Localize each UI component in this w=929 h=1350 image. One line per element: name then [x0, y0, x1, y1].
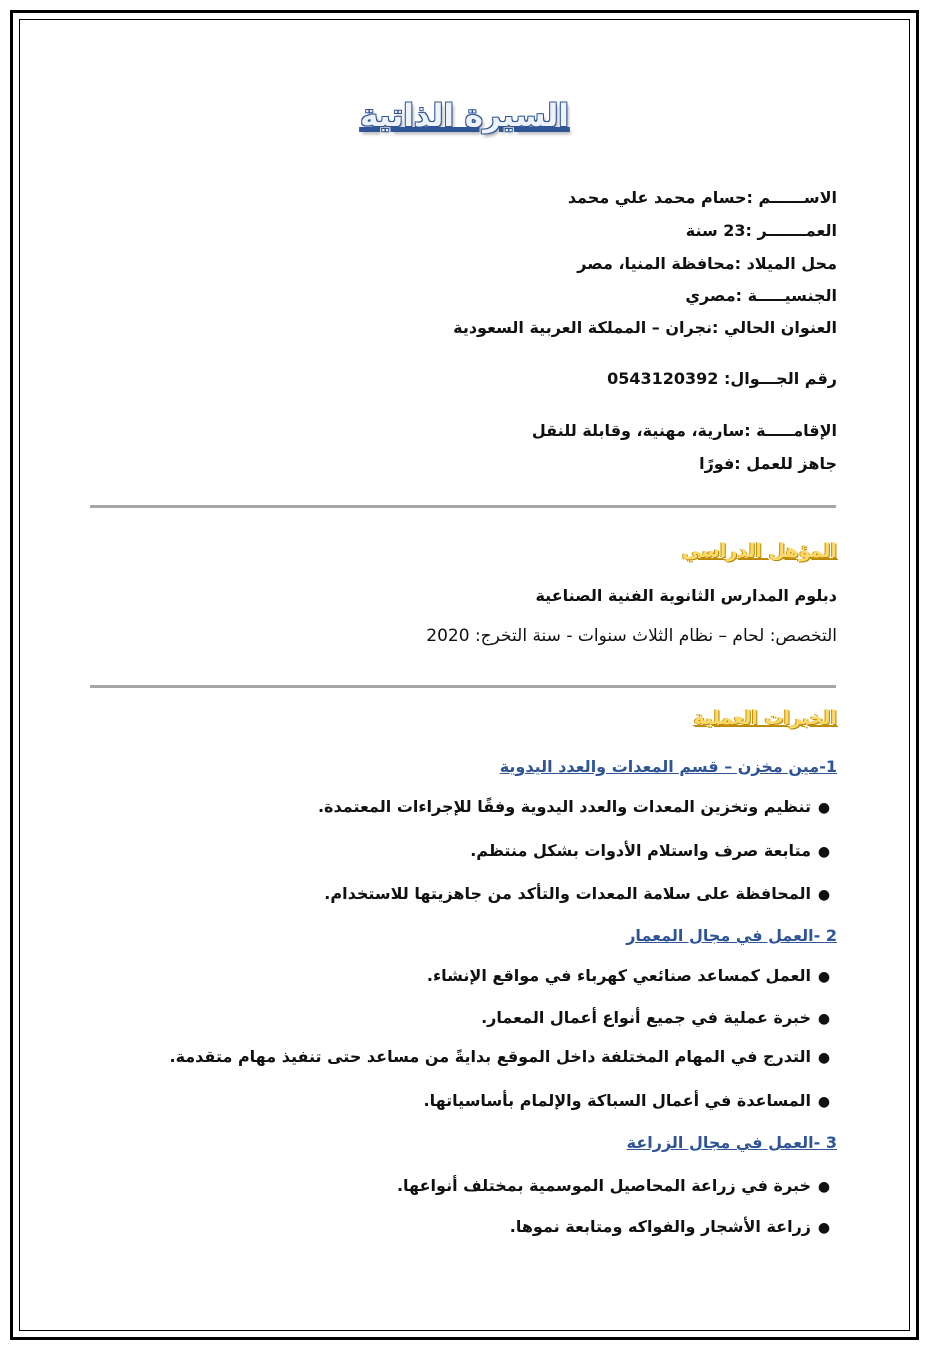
- list-item: ●خبرة في زراعة المحاصيل الموسمية بمختلف أنواعها.: [397, 1176, 837, 1195]
- bullet-icon: ●: [817, 1220, 831, 1236]
- residence-line: [532, 421, 837, 440]
- birthplace-label: محل الميلاد :: [734, 254, 837, 273]
- job-title-warehouse: 1-مين مخزن – قسم المعدات والعدد اليدوية: [499, 757, 837, 776]
- nationality-value: مصري: [685, 286, 736, 305]
- list-item: ●العمل كمساعد صنائعي كهرباء في مواقع الإنشاء.: [427, 966, 837, 985]
- address-line: [453, 318, 837, 337]
- birthplace-line: [577, 254, 837, 273]
- bullet-icon: ●: [817, 1179, 831, 1195]
- nationality-line: [685, 286, 837, 305]
- bullet-icon: ●: [817, 844, 831, 860]
- address-value: نجران – المملكة العربية السعودية: [453, 318, 712, 337]
- availability-value: فورًا: [699, 454, 735, 473]
- age-value: 23 سنة: [685, 221, 746, 240]
- name-label: الاســــــم :: [746, 188, 837, 207]
- education-specialization: التخصص: لحام – نظام الثلاث سنوات - سنة التخرج: 2020: [426, 626, 837, 646]
- phone-value: 0543120392: [607, 369, 719, 388]
- age-label: العمـــــــر :: [745, 221, 837, 240]
- list-item: ●التدرج في المهام المختلفة داخل الموقع بدايةً من مساعد حتى تنفيذ مهام متقدمة.: [169, 1047, 837, 1066]
- bullet-icon: ●: [817, 1050, 831, 1066]
- divider-2: [90, 685, 836, 688]
- list-item: ●زراعة الأشجار والفواكه ومتابعة نموها.: [510, 1217, 837, 1236]
- name-line: [568, 188, 837, 207]
- page-title: السيرة الذاتية: [360, 98, 569, 134]
- list-item: ●المساعدة في أعمال السباكة والإلمام بأساسياتها.: [424, 1091, 838, 1110]
- residence-value: سارية، مهنية، وقابلة للنقل: [531, 421, 745, 440]
- birthplace-value: محافظة المنيا، مصر: [577, 254, 735, 273]
- bullet-icon: ●: [817, 1011, 831, 1027]
- education-degree: دبلوم المدارس الثانوية الفنية الصناعية: [535, 586, 837, 605]
- job-title-construction: 2 -العمل في مجال المعمار: [626, 926, 837, 945]
- age-line: [686, 221, 837, 240]
- phone-line: [607, 369, 837, 388]
- availability-line: [699, 454, 837, 473]
- list-item: ●متابعة صرف واستلام الأدوات بشكل منتظم.: [470, 841, 837, 860]
- bullet-icon: ●: [817, 969, 831, 985]
- experience-heading: الخبرات العملية: [693, 707, 837, 729]
- availability-label: جاهز للعمل :: [734, 454, 837, 473]
- job-title-agriculture: 3 -العمل في مجال الزراعة: [626, 1133, 837, 1152]
- name-value: حسام محمد علي محمد: [567, 188, 747, 207]
- bullet-icon: ●: [817, 800, 831, 816]
- divider-1: [90, 505, 836, 508]
- education-heading: المؤهل الدراسي: [681, 540, 837, 562]
- bullet-icon: ●: [817, 887, 831, 903]
- bullet-icon: ●: [817, 1094, 831, 1110]
- nationality-label: الجنسيـــــة :: [735, 286, 837, 305]
- list-item: ●خبرة عملية في جميع أنواع أعمال المعمار.: [481, 1008, 837, 1027]
- list-item: ●تنظيم وتخزين المعدات والعدد اليدوية وفقًا للإجراءات المعتمدة.: [318, 797, 837, 816]
- phone-label: رقم الجـــوال:: [723, 369, 837, 388]
- address-label: العنوان الحالي :: [712, 318, 837, 337]
- list-item: ●المحافظة على سلامة المعدات والتأكد من جاهزيتها للاستخدام.: [324, 884, 837, 903]
- residence-label: الإقامـــــة :: [744, 421, 837, 440]
